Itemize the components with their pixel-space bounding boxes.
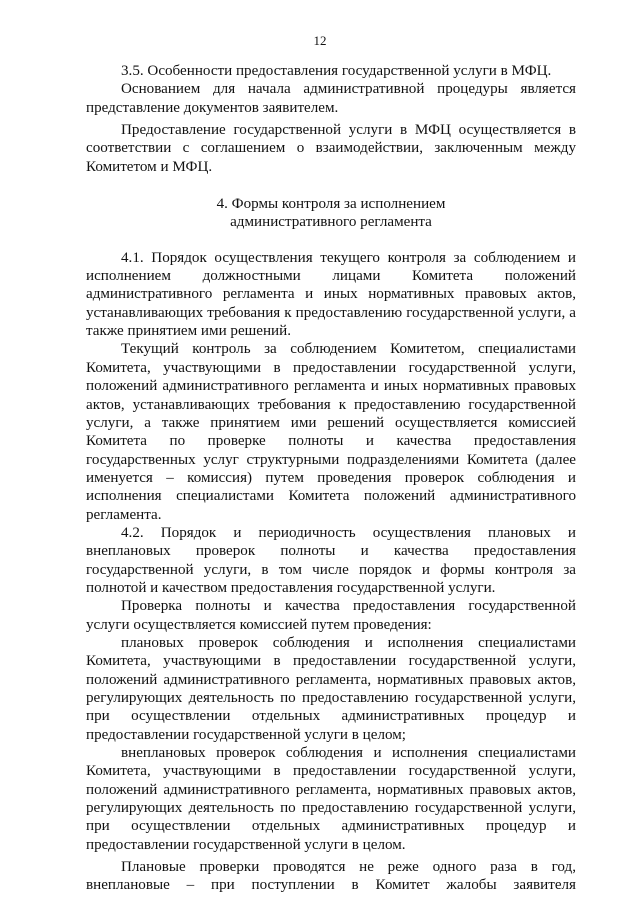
section-3-5-title: 3.5. Особенности предоставления государственной услуги в МФЦ.	[121, 63, 552, 79]
paragraph: плановых проверок соблюдения и исполнения специалистами Комитета, участвующими в предоставлении государственной услуги, положений административного регламента, нормативных правовых актов, регулирующих деятельность по предоставлению государственной услуги, при осуществлении отдельных административных процедур и предоставлении государственной услуги в целом;	[86, 634, 576, 743]
section-4-heading-line1: 4. Формы контроля за исполнением	[216, 196, 446, 213]
document-body	[86, 62, 576, 895]
paragraph: 4.1. Порядок осуществления текущего контроля за соблюдением и исполнением должностными лицами Комитета положений административного регламента и иных нормативных правовых актов, устанавливающих требования к предоставлению государственной услуги, а также принятием ими решений.	[86, 249, 576, 340]
paragraph: внеплановых проверок соблюдения и исполнения специалистами Комитета, участвующими в предоставлении государственной услуги, положений административного регламента, нормативных правовых актов, регулирующих деятельность по предоставлению государственной услуги, при осуществлении отдельных административных процедур и предоставлении государственной услуги в целом.	[86, 745, 576, 853]
section-4-heading-line2: административного регламента	[230, 214, 432, 231]
paragraph: Проверка полноты и качества предоставления государственной услуги осуществляется комиссией путем проведения:	[86, 598, 576, 633]
paragraph: Предоставление государственной услуги в МФЦ осуществляется в соответствии с соглашением о взаимодействии, заключенным между Комитетом и МФЦ.	[86, 122, 576, 175]
paragraph: 4.2. Порядок и периодичность осуществления плановых и внеплановых проверок полноты и качества предоставления государственной услуги, в том числе порядок и формы контроля за полнотой и качеством предоставления государственной услуги.	[86, 524, 576, 596]
paragraph: Текущий контроль за соблюдением Комитетом, специалистами Комитета, участвующими в предоставлении государственной услуги, положений административного регламента и иных нормативных правовых актов, устанавливающих требования к предоставлению государственной услуги, а также принятием ими решений осуществляется комиссией Комитета по проверке полноты и качества предоставления государственных услуг структурными подразделениями Комитета (далее именуется – комиссия) путем проведения проверок соблюдения и исполнения специалистами Комитета положений административного регламента.	[86, 341, 576, 523]
section-4-heading	[86, 195, 576, 232]
paragraph: Плановые проверки проводятся не реже одного раза в год, внеплановые – при поступлении в Комитет жалобы заявителя	[86, 859, 576, 894]
page-number: 12	[313, 33, 327, 48]
paragraph: Основанием для начала административной процедуры является представление документов заявителем.	[86, 81, 576, 116]
